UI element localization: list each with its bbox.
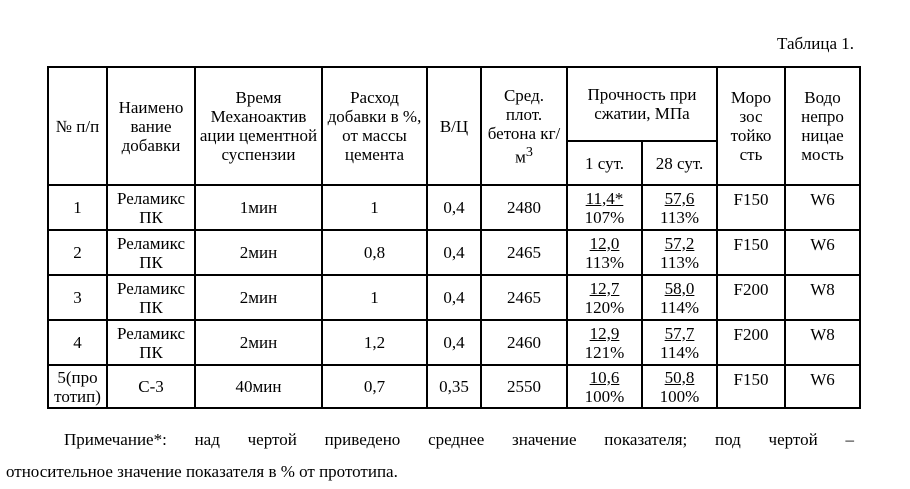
cell-time: 2мин [195, 230, 322, 275]
cell-rate: 0,7 [322, 365, 427, 408]
cell-num: 5(про тотип) [48, 365, 107, 408]
cell-day1 [567, 320, 642, 365]
cell-day1-percent: 113% [584, 252, 625, 272]
cell-day1-percent: 121% [584, 342, 625, 362]
cell-day28-percent: 114% [659, 342, 700, 362]
header-row [48, 67, 860, 141]
cell-wc: 0,35 [427, 365, 481, 408]
cell-wc: 0,4 [427, 230, 481, 275]
cell-name: Реламикс ПК [107, 230, 195, 275]
cell-day28-value: 50,8 [664, 367, 695, 387]
header-day1: 1 сут. [567, 141, 642, 185]
cell-time: 2мин [195, 275, 322, 320]
cell-day28 [642, 275, 717, 320]
cell-num: 4 [48, 320, 107, 365]
header-time: Время Механоактив ации цементной суспензии [195, 67, 322, 185]
cell-rate: 1 [322, 185, 427, 230]
cell-time: 2мин [195, 320, 322, 365]
cell-num: 1 [48, 185, 107, 230]
cell-day28-value: 57,6 [664, 188, 695, 208]
cell-day1-percent: 120% [584, 297, 625, 317]
cell-day1-value: 11,4* [585, 188, 624, 208]
cell-day28-percent: 113% [659, 252, 700, 272]
cell-name: С-3 [107, 365, 195, 408]
cell-frost: F150 [717, 365, 785, 408]
cell-rate: 1 [322, 275, 427, 320]
cell-time: 1мин [195, 185, 322, 230]
table-row [48, 365, 860, 408]
cell-day1-value: 12,9 [589, 323, 620, 343]
data-table [47, 66, 861, 409]
cell-rate: 1,2 [322, 320, 427, 365]
cell-water: W6 [785, 365, 860, 408]
cell-num: 2 [48, 230, 107, 275]
table-row [48, 185, 860, 230]
cell-wc: 0,4 [427, 275, 481, 320]
cell-density: 2480 [481, 185, 567, 230]
header-rate: Расход добавки в %, от массы цемента [322, 67, 427, 185]
cell-wc: 0,4 [427, 185, 481, 230]
header-day28: 28 сут. [642, 141, 717, 185]
header-num: № п/п [48, 67, 107, 185]
cell-day28-percent: 113% [659, 207, 700, 227]
header-density-sup: 3 [525, 143, 533, 160]
header-frost: Моро зос тойко сть [717, 67, 785, 185]
cell-density: 2465 [481, 230, 567, 275]
cell-day28 [642, 185, 717, 230]
cell-day28-value: 57,2 [664, 233, 695, 253]
note-line-1: Примечание*: над чертой приведено среднее значение показателя; под чертой – [64, 430, 854, 449]
table-row [48, 320, 860, 365]
header-wc: В/Ц [427, 67, 481, 185]
header-strength: Прочность при сжатии, МПа [567, 67, 717, 141]
table-row [48, 275, 860, 320]
cell-num: 3 [48, 275, 107, 320]
cell-density: 2465 [481, 275, 567, 320]
table-row [48, 230, 860, 275]
cell-day1-value: 10,6 [589, 367, 620, 387]
header-name: Наимено вание добавки [107, 67, 195, 185]
cell-day28-value: 57,7 [664, 323, 695, 343]
cell-frost: F150 [717, 230, 785, 275]
cell-frost: F150 [717, 185, 785, 230]
cell-water: W8 [785, 320, 860, 365]
cell-time: 40мин [195, 365, 322, 408]
cell-density: 2460 [481, 320, 567, 365]
cell-name: Реламикс ПК [107, 185, 195, 230]
cell-name: Реламикс ПК [107, 320, 195, 365]
cell-frost: F200 [717, 320, 785, 365]
cell-day28-percent: 100% [659, 386, 700, 406]
cell-day28-value: 58,0 [664, 278, 695, 298]
cell-water: W6 [785, 185, 860, 230]
cell-day1 [567, 185, 642, 230]
cell-day1-value: 12,7 [589, 278, 620, 298]
header-water: Водо непро ницае мость [785, 67, 860, 185]
cell-day28 [642, 320, 717, 365]
cell-day28 [642, 230, 717, 275]
cell-day1 [567, 275, 642, 320]
cell-day1 [567, 365, 642, 408]
cell-density: 2550 [481, 365, 567, 408]
cell-water: W6 [785, 230, 860, 275]
note-line-2: относительное значение показателя в % от прототипа. [6, 462, 398, 481]
table-caption: Таблица 1. [777, 34, 854, 53]
header-density-text: Сред. плот. бетона кг/м [487, 85, 561, 167]
cell-day1-percent: 100% [584, 386, 625, 406]
cell-frost: F200 [717, 275, 785, 320]
header-density [481, 67, 567, 185]
cell-water: W8 [785, 275, 860, 320]
cell-day28 [642, 365, 717, 408]
table-body [48, 185, 860, 408]
cell-day1-value: 12,0 [589, 233, 620, 253]
cell-name: Реламикс ПК [107, 275, 195, 320]
cell-day1-percent: 107% [584, 207, 625, 227]
cell-wc: 0,4 [427, 320, 481, 365]
cell-rate: 0,8 [322, 230, 427, 275]
cell-day28-percent: 114% [659, 297, 700, 317]
cell-day1 [567, 230, 642, 275]
